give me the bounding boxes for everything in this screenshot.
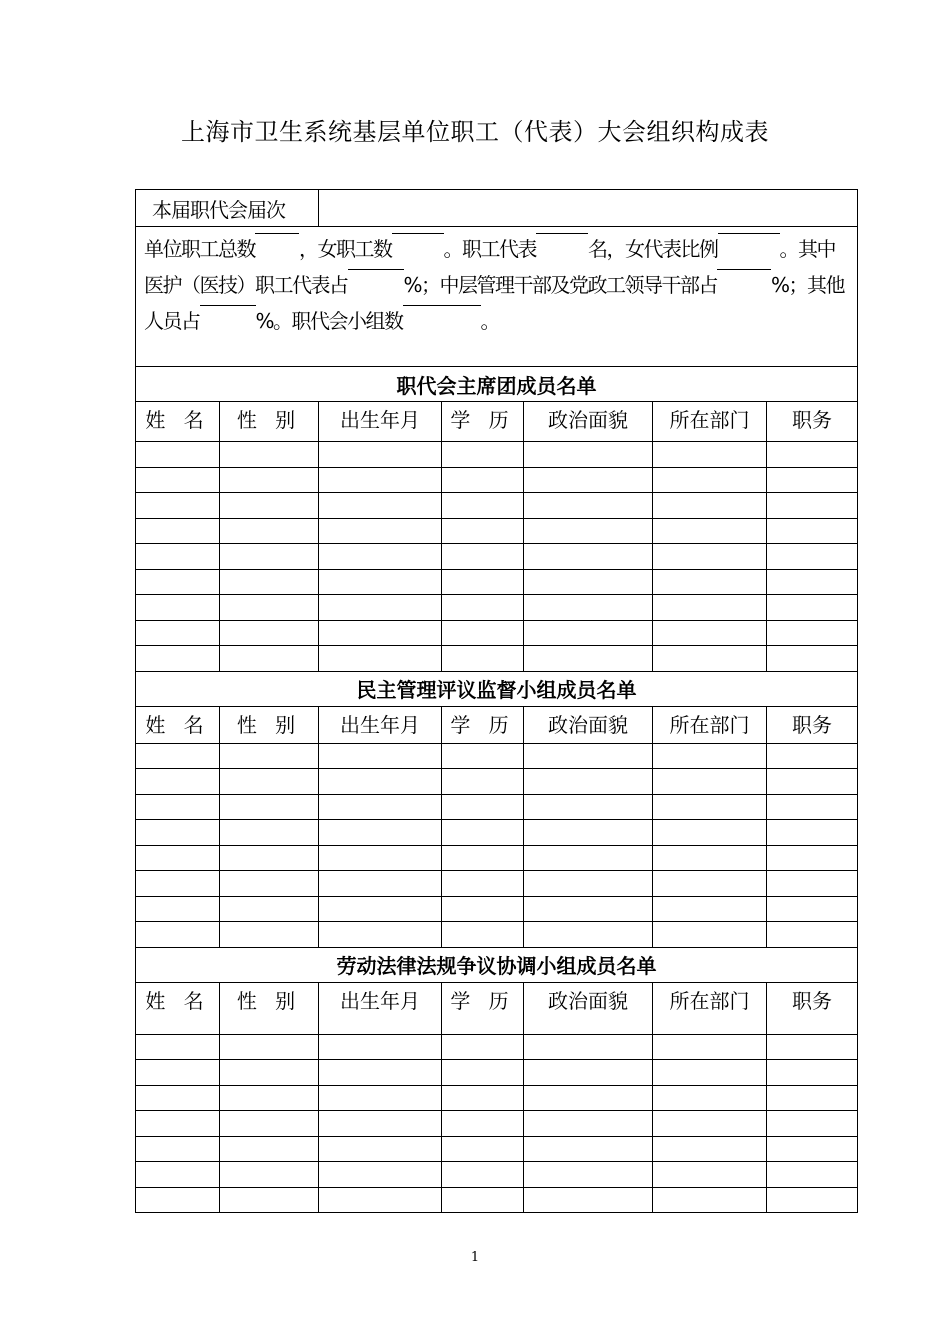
table-cell[interactable] [136, 442, 220, 468]
stats-text: %；中层管理干部及党政工领导干部占 [403, 273, 718, 297]
table-cell[interactable] [136, 794, 220, 820]
table-cell[interactable] [524, 1060, 653, 1086]
stats-text: 。职工代表 [443, 237, 536, 261]
table-cell[interactable] [442, 569, 524, 595]
table-cell[interactable] [442, 922, 524, 948]
table-cell[interactable] [319, 493, 442, 519]
table-cell[interactable] [220, 620, 319, 646]
table-cell[interactable] [767, 544, 858, 570]
table-cell[interactable] [524, 493, 653, 519]
table-cell[interactable] [767, 845, 858, 871]
column-header: 姓 名 [136, 982, 220, 1034]
table-cell[interactable] [319, 845, 442, 871]
table-cell[interactable] [767, 1162, 858, 1188]
stats-text: 。其中医护（医技）职工代表占 [144, 237, 835, 297]
table-cell[interactable] [653, 871, 767, 897]
page-number: 1 [470, 1250, 480, 1265]
table-cell[interactable] [524, 1085, 653, 1111]
blank-female-ratio[interactable] [718, 233, 780, 234]
table-cell[interactable] [136, 1085, 220, 1111]
table-cell[interactable] [442, 743, 524, 769]
table-cell[interactable] [220, 518, 319, 544]
table-cell[interactable] [136, 544, 220, 570]
table-row [136, 620, 858, 646]
table-cell[interactable] [653, 922, 767, 948]
table-cell[interactable] [442, 769, 524, 795]
table-cell[interactable] [767, 493, 858, 519]
table-cell[interactable] [767, 1085, 858, 1111]
table-cell[interactable] [136, 922, 220, 948]
table-cell[interactable] [767, 1034, 858, 1060]
table-row [136, 467, 858, 493]
stats-text: ，女职工数 [299, 237, 392, 261]
table-cell[interactable] [136, 1060, 220, 1086]
table-cell[interactable] [767, 794, 858, 820]
table-cell[interactable] [653, 1187, 767, 1213]
section-title-row [136, 947, 858, 982]
table-cell[interactable] [767, 1187, 858, 1213]
blank-other-ratio[interactable] [200, 305, 256, 306]
column-header: 姓 名 [136, 706, 220, 743]
column-header: 出生年月 [319, 402, 442, 442]
table-row [136, 1085, 858, 1111]
table-cell[interactable] [319, 743, 442, 769]
table-cell[interactable] [136, 1162, 220, 1188]
column-header: 职务 [767, 706, 858, 743]
stats-text: 名，女代表比例 [588, 237, 718, 261]
table-cell[interactable] [653, 518, 767, 544]
table-cell[interactable] [767, 646, 858, 672]
table-cell[interactable] [136, 1111, 220, 1137]
table-cell[interactable] [319, 1085, 442, 1111]
column-header: 所在部门 [653, 402, 767, 442]
table-cell[interactable] [524, 442, 653, 468]
table-cell[interactable] [136, 620, 220, 646]
column-header: 政治面貌 [524, 402, 653, 442]
table-cell[interactable] [524, 544, 653, 570]
table-cell[interactable] [442, 620, 524, 646]
table-cell[interactable] [319, 922, 442, 948]
table-cell[interactable] [524, 820, 653, 846]
column-header: 学 历 [442, 706, 524, 743]
table-row [136, 493, 858, 519]
table-cell[interactable] [767, 896, 858, 922]
table-cell[interactable] [136, 467, 220, 493]
table-cell[interactable] [767, 467, 858, 493]
table-cell[interactable] [220, 871, 319, 897]
table-cell[interactable] [442, 896, 524, 922]
table-cell[interactable] [653, 1085, 767, 1111]
table-cell[interactable] [442, 595, 524, 621]
column-header-row [136, 706, 858, 743]
table-cell[interactable] [524, 1034, 653, 1060]
column-header: 政治面貌 [524, 982, 653, 1034]
table-cell[interactable] [524, 620, 653, 646]
table-cell[interactable] [524, 743, 653, 769]
table-cell[interactable] [442, 493, 524, 519]
table-cell[interactable] [220, 845, 319, 871]
table-cell[interactable] [319, 794, 442, 820]
table-cell[interactable] [319, 442, 442, 468]
table-cell[interactable] [653, 1136, 767, 1162]
table-cell[interactable] [220, 544, 319, 570]
table-cell[interactable] [767, 1111, 858, 1137]
table-cell[interactable] [220, 1111, 319, 1137]
table-cell[interactable] [442, 544, 524, 570]
section-title: 职代会主席团成员名单 [136, 367, 858, 402]
table-cell[interactable] [220, 769, 319, 795]
table-cell[interactable] [524, 595, 653, 621]
table-cell[interactable] [653, 1111, 767, 1137]
table-row [136, 595, 858, 621]
table-row [136, 794, 858, 820]
table-cell[interactable] [524, 769, 653, 795]
table-row [136, 544, 858, 570]
table-cell[interactable] [220, 467, 319, 493]
table-cell[interactable] [524, 467, 653, 493]
table-cell[interactable] [653, 769, 767, 795]
table-cell[interactable] [319, 646, 442, 672]
column-header: 性 别 [220, 402, 319, 442]
table-cell[interactable] [653, 467, 767, 493]
table-cell[interactable] [442, 1034, 524, 1060]
table-cell[interactable] [767, 518, 858, 544]
table-cell[interactable] [136, 1136, 220, 1162]
table-cell[interactable] [319, 595, 442, 621]
table-cell[interactable] [524, 1136, 653, 1162]
table-row [136, 646, 858, 672]
table-cell[interactable] [442, 1111, 524, 1137]
table-cell[interactable] [319, 1111, 442, 1137]
table-cell[interactable] [136, 743, 220, 769]
table-row [136, 1162, 858, 1188]
table-cell[interactable] [653, 896, 767, 922]
table-cell[interactable] [524, 794, 653, 820]
table-cell[interactable] [524, 845, 653, 871]
table-cell[interactable] [220, 1085, 319, 1111]
table-cell[interactable] [220, 922, 319, 948]
table-row [136, 820, 858, 846]
table-cell[interactable] [524, 1187, 653, 1213]
table-cell[interactable] [319, 896, 442, 922]
table-cell[interactable] [442, 845, 524, 871]
table-cell[interactable] [136, 518, 220, 544]
table-cell[interactable] [767, 871, 858, 897]
column-header-row [136, 982, 858, 1034]
table-cell[interactable] [220, 646, 319, 672]
section-title: 民主管理评议监督小组成员名单 [136, 671, 858, 706]
column-header: 职务 [767, 402, 858, 442]
table-cell[interactable] [442, 871, 524, 897]
column-header: 学 历 [442, 402, 524, 442]
table-cell[interactable] [767, 820, 858, 846]
table-cell[interactable] [220, 1034, 319, 1060]
table-cell[interactable] [653, 646, 767, 672]
table-cell[interactable] [220, 1060, 319, 1086]
stats-text: 单位职工总数 [144, 237, 255, 261]
table-cell[interactable] [136, 871, 220, 897]
table-row [136, 769, 858, 795]
table-cell[interactable] [220, 1162, 319, 1188]
stats-text: 。 [480, 309, 500, 333]
table-cell[interactable] [653, 1060, 767, 1086]
table-cell[interactable] [524, 896, 653, 922]
stats-row [136, 227, 858, 367]
table-cell[interactable] [442, 1187, 524, 1213]
table-row [136, 1034, 858, 1060]
table-cell[interactable] [653, 569, 767, 595]
table-cell[interactable] [653, 1034, 767, 1060]
table-cell[interactable] [767, 595, 858, 621]
table-row [136, 442, 858, 468]
table-row [136, 518, 858, 544]
table-cell[interactable] [653, 820, 767, 846]
blank-total-staff[interactable] [255, 233, 299, 234]
table-row [136, 896, 858, 922]
table-cell[interactable] [319, 769, 442, 795]
section-title-row [136, 671, 858, 706]
table-cell[interactable] [442, 794, 524, 820]
table-cell[interactable] [319, 1162, 442, 1188]
stats-text: %；其他人员占 [144, 273, 845, 333]
session-value-field[interactable] [319, 190, 858, 227]
column-header: 出生年月 [319, 982, 442, 1034]
table-cell[interactable] [767, 620, 858, 646]
table-cell[interactable] [767, 1060, 858, 1086]
table-cell[interactable] [220, 820, 319, 846]
blank-female-staff[interactable] [392, 233, 444, 234]
section-title: 劳动法律法规争议协调小组成员名单 [136, 947, 858, 982]
table-cell[interactable] [319, 544, 442, 570]
session-row [136, 190, 858, 227]
section-title-row [136, 367, 858, 402]
column-header: 出生年月 [319, 706, 442, 743]
table-cell[interactable] [653, 493, 767, 519]
table-cell[interactable] [524, 569, 653, 595]
table-cell[interactable] [442, 1162, 524, 1188]
table-cell[interactable] [653, 743, 767, 769]
table-cell[interactable] [653, 794, 767, 820]
table-cell[interactable] [136, 1034, 220, 1060]
table-cell[interactable] [319, 1187, 442, 1213]
table-cell[interactable] [136, 493, 220, 519]
table-cell[interactable] [442, 1060, 524, 1086]
table-cell[interactable] [442, 820, 524, 846]
table-cell[interactable] [136, 595, 220, 621]
table-row [136, 1111, 858, 1137]
form-title: 上海市卫生系统基层单位职工（代表）大会组织构成表 [181, 118, 769, 146]
table-cell[interactable] [442, 467, 524, 493]
table-cell[interactable] [524, 871, 653, 897]
table-row [136, 922, 858, 948]
column-header: 学 历 [442, 982, 524, 1034]
table-cell[interactable] [767, 922, 858, 948]
stats-text: %。职代会小组数 [255, 309, 403, 333]
stats-paragraph [136, 227, 858, 367]
blank-group-count[interactable] [403, 305, 481, 306]
table-cell[interactable] [220, 794, 319, 820]
table-cell[interactable] [220, 1187, 319, 1213]
table-row [136, 1187, 858, 1213]
table-cell[interactable] [653, 544, 767, 570]
table-cell[interactable] [220, 442, 319, 468]
column-header: 性 别 [220, 982, 319, 1034]
table-cell[interactable] [442, 442, 524, 468]
table-cell[interactable] [136, 896, 220, 922]
session-label: 本届职代会届次 [136, 190, 319, 227]
table-cell[interactable] [767, 442, 858, 468]
table-cell[interactable] [524, 1162, 653, 1188]
table-row [136, 871, 858, 897]
column-header: 政治面貌 [524, 706, 653, 743]
table-cell[interactable] [220, 743, 319, 769]
table-cell[interactable] [136, 569, 220, 595]
organization-form-table [135, 189, 858, 1213]
table-cell[interactable] [319, 518, 442, 544]
table-cell[interactable] [220, 896, 319, 922]
table-cell[interactable] [136, 820, 220, 846]
column-header-row [136, 402, 858, 442]
column-header: 职务 [767, 982, 858, 1034]
table-row [136, 845, 858, 871]
table-row [136, 743, 858, 769]
table-cell[interactable] [220, 569, 319, 595]
table-cell[interactable] [442, 1136, 524, 1162]
table-cell[interactable] [442, 518, 524, 544]
table-cell[interactable] [767, 1136, 858, 1162]
table-cell[interactable] [767, 743, 858, 769]
table-cell[interactable] [653, 845, 767, 871]
table-row [136, 569, 858, 595]
table-cell[interactable] [136, 646, 220, 672]
column-header: 姓 名 [136, 402, 220, 442]
table-cell[interactable] [220, 1136, 319, 1162]
table-cell[interactable] [319, 569, 442, 595]
table-cell[interactable] [136, 1187, 220, 1213]
table-cell[interactable] [524, 1111, 653, 1137]
column-header: 所在部门 [653, 706, 767, 743]
table-cell[interactable] [136, 769, 220, 795]
table-cell[interactable] [767, 569, 858, 595]
table-cell[interactable] [319, 820, 442, 846]
table-cell[interactable] [319, 1136, 442, 1162]
table-cell[interactable] [319, 871, 442, 897]
table-cell[interactable] [319, 467, 442, 493]
table-cell[interactable] [653, 595, 767, 621]
blank-representatives[interactable] [536, 233, 588, 234]
table-cell[interactable] [136, 845, 220, 871]
table-row [136, 1060, 858, 1086]
table-cell[interactable] [220, 595, 319, 621]
table-cell[interactable] [319, 1034, 442, 1060]
table-cell[interactable] [767, 769, 858, 795]
table-row [136, 1136, 858, 1162]
blank-manager-ratio[interactable] [717, 269, 771, 270]
table-cell[interactable] [442, 1085, 524, 1111]
table-cell[interactable] [653, 1162, 767, 1188]
table-cell[interactable] [220, 493, 319, 519]
table-cell[interactable] [524, 518, 653, 544]
table-cell[interactable] [319, 1060, 442, 1086]
table-cell[interactable] [653, 620, 767, 646]
column-header: 所在部门 [653, 982, 767, 1034]
table-cell[interactable] [653, 442, 767, 468]
table-cell[interactable] [319, 620, 442, 646]
column-header: 性 别 [220, 706, 319, 743]
table-cell[interactable] [524, 646, 653, 672]
blank-medical-ratio[interactable] [348, 269, 404, 270]
table-cell[interactable] [524, 922, 653, 948]
table-cell[interactable] [442, 646, 524, 672]
